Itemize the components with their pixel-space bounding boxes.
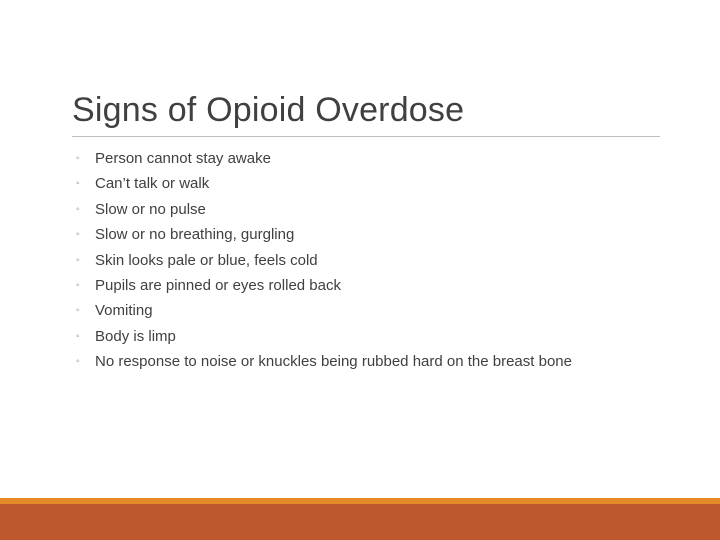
footer-accent-bar bbox=[0, 504, 720, 540]
bullet-marker-icon: ◦ bbox=[76, 305, 80, 317]
slide-title: Signs of Opioid Overdose bbox=[72, 91, 465, 129]
bullet-marker-icon: ◦ bbox=[76, 229, 80, 241]
bullet-text: No response to noise or knuckles being rubbed hard on the breast bone bbox=[95, 353, 572, 371]
bullet-text: Body is limp bbox=[95, 327, 176, 345]
bullet-marker-icon: ◦ bbox=[76, 356, 80, 368]
bullet-text: Slow or no pulse bbox=[95, 200, 206, 218]
bullet-marker-icon: ◦ bbox=[76, 330, 80, 342]
bullet-marker-icon: ◦ bbox=[76, 178, 80, 190]
bullet-marker-icon: ◦ bbox=[76, 254, 80, 266]
bullet-text: Person cannot stay awake bbox=[95, 150, 271, 167]
bullet-text: Vomiting bbox=[95, 302, 153, 320]
bullet-text: Skin looks pale or blue, feels cold bbox=[95, 251, 318, 269]
bullet-text: Can’t talk or walk bbox=[95, 175, 210, 193]
bullet-marker-icon: ◦ bbox=[76, 279, 80, 291]
title-divider bbox=[72, 136, 660, 137]
bullet-text: Pupils are pinned or eyes rolled back bbox=[95, 276, 341, 294]
bullet-marker-icon: ◦ bbox=[76, 203, 80, 215]
bullet-marker-icon: ◦ bbox=[76, 153, 80, 164]
bullet-text: Slow or no breathing, gurgling bbox=[95, 226, 295, 244]
